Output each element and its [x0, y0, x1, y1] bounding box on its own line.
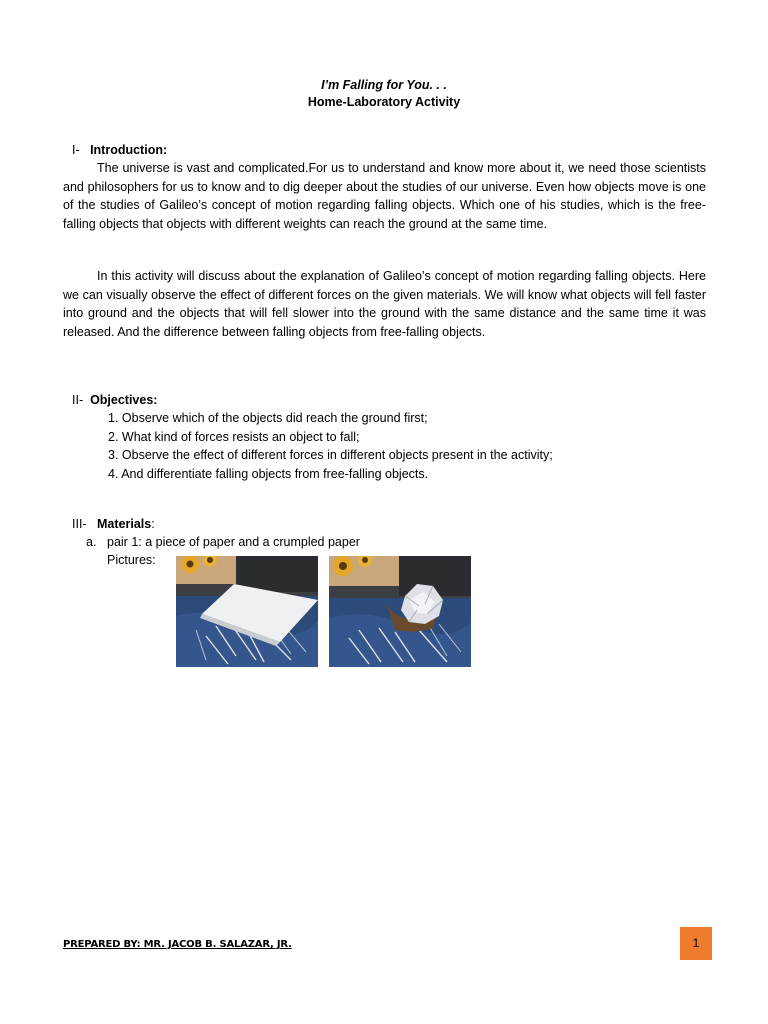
section-number: I-	[72, 143, 80, 157]
item-letter: a.	[86, 535, 97, 549]
introduction-heading	[72, 141, 167, 160]
title-line-1: I’m Falling for You. . .	[321, 78, 447, 92]
materials-heading	[72, 515, 155, 534]
section-number: III-	[72, 517, 87, 531]
list-item: 3. Observe the effect of different forces in different objects present in the activity;	[108, 448, 553, 463]
list-item: 4. And differentiate falling objects from free-falling objects.	[108, 466, 429, 481]
heading-colon: :	[151, 517, 155, 531]
section-number: II-	[72, 393, 84, 407]
page-number-badge: 1	[680, 927, 712, 960]
flat-paper-photo	[176, 556, 318, 667]
list-item: 1. Observe which of the objects did reach the ground first;	[108, 411, 428, 425]
item-text: pair 1: a piece of paper and a crumpled paper	[107, 535, 360, 549]
objectives-heading	[72, 391, 157, 410]
objectives-list	[108, 409, 553, 483]
materials-item	[86, 533, 360, 552]
list-item: 2. What kind of forces resists an object to fall;	[108, 429, 360, 444]
section-label: Materials	[97, 517, 152, 531]
section-label: Introduction:	[90, 143, 168, 157]
section-label: Objectives:	[90, 393, 158, 407]
crumpled-paper-photo	[329, 556, 471, 667]
pictures-label: Pictures:	[107, 553, 156, 567]
document-title	[0, 77, 768, 111]
title-line-2: Home-Laboratory Activity	[307, 95, 461, 109]
prepared-by-footer: PREPARED BY: MR. JACOB B. SALAZAR, JR.	[63, 939, 292, 950]
introduction-paragraph-2: In this activity will discuss about the explanation of Galileo’s concept of motion regarding falling objects. Here we can visually observe the effect of different forces on the given materials. We will know what objects will fell faster into ground and the objects that will fell slower into the ground with the same distance and the same time it was released. And the difference between falling objects from free-falling objects.	[63, 269, 706, 339]
introduction-paragraph-1: The universe is vast and complicated.For us to understand and know more about it, we need those scientists and philosophers for us to know and to dig deeper about the studies of our universe. Even how objects move is one of the studies of Galileo’s concept of motion regarding falling objects. Which one of his studies, which is the free-falling objects that objects with different weights can reach the ground at the same time.	[63, 161, 706, 231]
